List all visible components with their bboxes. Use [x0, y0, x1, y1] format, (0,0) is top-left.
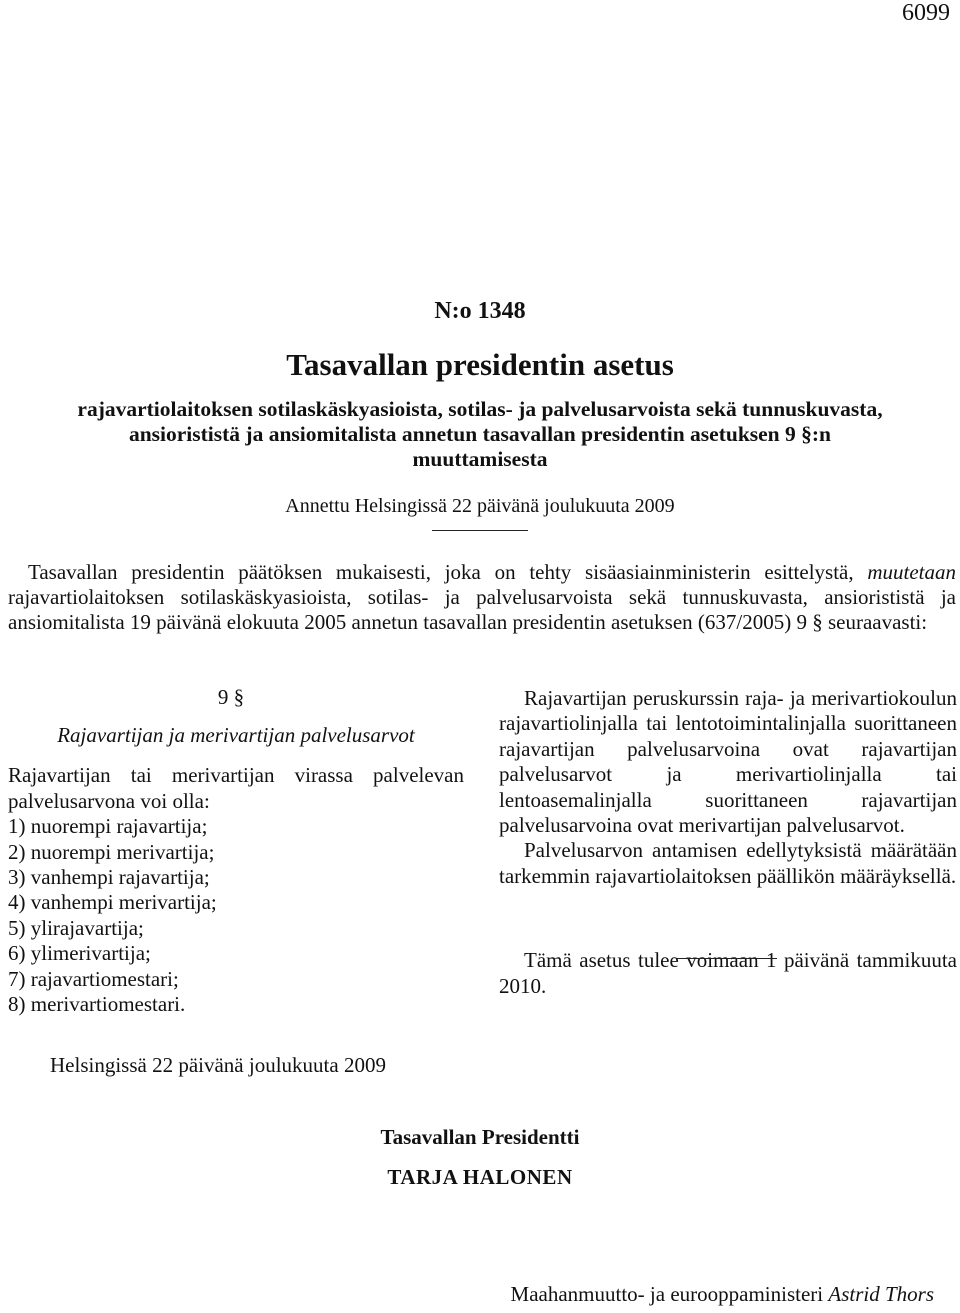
section-paragraph-3: Palvelusarvon antamisen edellytyksistä määrätään tarkemmin rajavartiolaitoksen päällikön määräyksellä.	[499, 838, 957, 888]
page-title: Tasavallan presidentin asetus	[286, 347, 674, 382]
subtitle-line: ansiorististä ja ansiomitalista annetun tasavallan presidentin asetuksen 9 §:n	[128, 422, 832, 446]
signer-name: TARJA HALONEN	[387, 1165, 573, 1189]
signer-title: Tasavallan Presidentti	[380, 1125, 580, 1149]
page-number: 6099	[902, 0, 950, 26]
list-item: 3) vanhempi rajavartija;	[8, 865, 210, 890]
statute-number: N:o 1348	[434, 298, 526, 324]
list-item: 5) ylirajavartija;	[8, 915, 144, 940]
section-number: 9 §	[217, 685, 245, 709]
list-item: 6) ylimerivartija;	[8, 941, 151, 966]
section-paragraph-2: Rajavartijan peruskurssin raja- ja merivartiokoulun rajavartiolinjalla tai lentotoimintalinjalla suorittaneen rajavartijan palvelusarvoina ovat rajavartijan palvelusarvot ja merivartiolinjalla tai lentoasemalinjalla suorittaneen rajavartijan palvelusarvoina ovat merivartijan palvelusarvot.	[499, 686, 957, 838]
place-date: Helsingissä 22 päivänä joulukuuta 2009	[50, 1053, 386, 1077]
list-item: 1) nuorempi rajavartija;	[8, 814, 208, 839]
entry-into-force: Tämä asetus tulee voimaan 1 päivänä tammikuuta 2010.	[499, 948, 957, 998]
minister-name: Astrid Thors	[828, 1282, 934, 1306]
divider	[677, 958, 777, 959]
subtitle-line: rajavartiolaitoksen sotilaskäskyasioista, sotilas- ja palvelusarvoista sekä tunnuskuvasta,	[77, 397, 883, 421]
divider	[432, 530, 528, 531]
right-column	[499, 686, 957, 999]
section-heading: Rajavartijan ja merivartijan palvelusarvot	[57, 723, 415, 747]
rank-list	[8, 814, 464, 1017]
left-column	[8, 684, 464, 1017]
list-item: 8) merivartiomestari.	[8, 992, 186, 1017]
list-item: 4) vanhempi merivartija;	[8, 890, 217, 915]
preamble-verb: muutetaan	[867, 560, 957, 584]
minister-role: Maahanmuutto- ja eurooppaministeri	[510, 1282, 824, 1306]
preamble-rest: rajavartiolaitoksen sotilaskäskyasioista, sotilas- ja palvelusarvoista sekä tunnuskuvasta, ansiorististä ja ansiomitalista 19 päivänä elokuuta 2005 annetun tasavallan presidentin asetuksen (637/2005) 9 § seuraavasti:	[8, 585, 956, 634]
subtitle-line: muuttamisesta	[412, 447, 548, 471]
given-date: Annettu Helsingissä 22 päivänä joulukuuta 2009	[285, 495, 675, 517]
list-item: 2) nuorempi merivartija;	[8, 839, 215, 864]
list-item: 7) rajavartiomestari;	[8, 966, 179, 991]
minister-signature	[511, 1281, 934, 1307]
subtitle	[0, 397, 960, 472]
section-intro: Rajavartijan tai merivartijan virassa palvelevan palvelusarvona voi olla:	[8, 763, 464, 813]
preamble-lead: Tasavallan presidentin päätöksen mukaisesti, joka on tehty sisäasiainministerin esittelystä,	[28, 560, 854, 584]
preamble	[8, 560, 956, 635]
